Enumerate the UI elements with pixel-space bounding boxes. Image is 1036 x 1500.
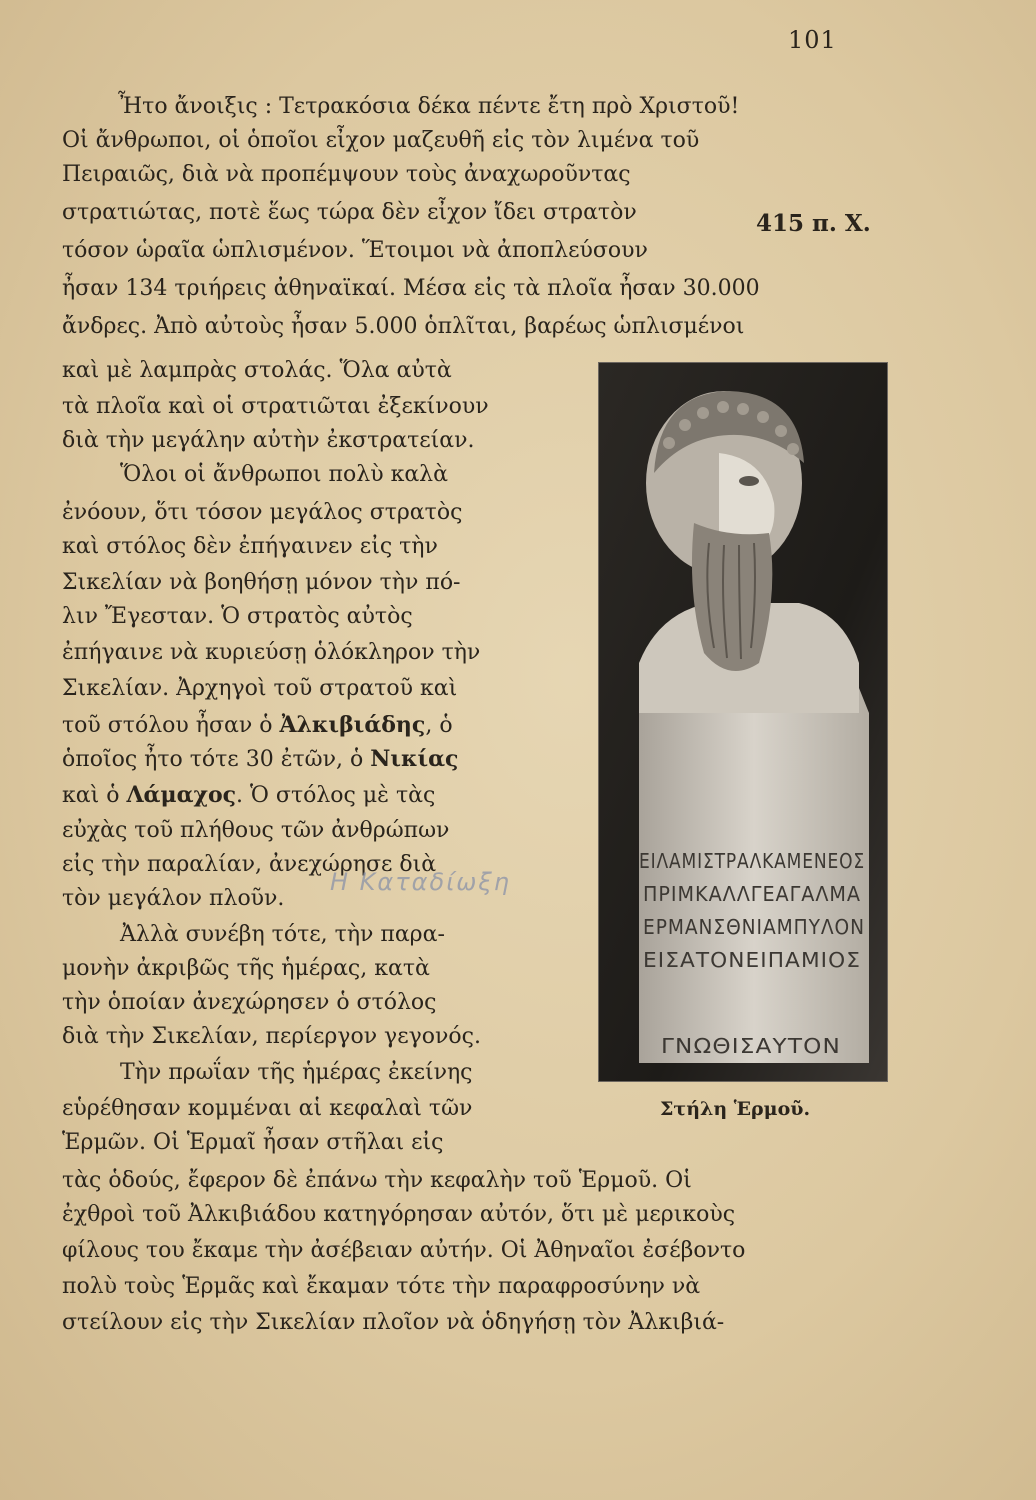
text-line: Ὅλοι οἱ ἄνθρωποι πολὺ καλὰ: [120, 462, 448, 487]
herm-stele-photo: [598, 362, 888, 1082]
text-line: Σικελίαν. Ἀρχηγοὶ τοῦ στρατοῦ καὶ: [62, 676, 458, 701]
text-line: λιν Ἔγεσταν. Ὁ στρατὸς αὐτὸς: [62, 604, 413, 629]
text-line: εἰς τὴν παραλίαν, ἀνεχώρησε διὰ: [62, 852, 437, 877]
text-line: διὰ τὴν Σικελίαν, περίεργον γεγονός.: [62, 1024, 481, 1049]
figure-caption: Στήλη Ἑρμοῦ.: [660, 1098, 811, 1120]
text-line: [62, 710, 453, 741]
text-line: εὑρέθησαν κομμέναι αἱ κεφαλαὶ τῶν: [62, 1096, 473, 1121]
text-segment: τοῦ στόλου ἦσαν ὁ: [62, 713, 280, 738]
text-line: [62, 744, 458, 775]
text-line: καὶ στόλος δὲν ἐπήγαινεν εἰς τὴν: [62, 534, 438, 559]
text-line: πολὺ τοὺς Ἑρμᾶς καὶ ἔκαμαν τότε τὴν παραφροσύνην νὰ: [62, 1274, 701, 1299]
text-line: ἐχθροὶ τοῦ Ἀλκιβιάδου κατηγόρησαν αὐτόν, ὅτι μὲ μερικοὺς: [62, 1202, 736, 1227]
text-line: φίλους του ἔκαμε τὴν ἀσέβειαν αὐτήν. Οἱ Ἀθηναῖοι ἐσέβοντο: [62, 1238, 746, 1263]
text-line: διὰ τὴν μεγάλην αὐτὴν ἐκστρατείαν.: [62, 428, 475, 453]
text-line: τόσον ὡραῖα ὡπλισμένον. Ἕτοιμοι νὰ ἀποπλεύσουν: [62, 238, 648, 263]
text-line: τὸν μεγάλον πλοῦν.: [62, 886, 285, 911]
text-segment: . Ὁ στόλος μὲ τὰς: [236, 783, 436, 808]
herm-eye: [739, 476, 759, 486]
text-segment: , ὁ: [425, 713, 453, 738]
inscription-line: ΕΙΛΑΜΙΣΤΡΑΛΚΑΜΕΝΕΟΣ: [639, 849, 865, 873]
text-line: ἐνόουν, ὅτι τόσον μεγάλος στρατὸς: [62, 500, 463, 525]
name-nikias: Νικίας: [370, 746, 459, 772]
inscription-line: ΕΡΜΑΝΣΘΝΙΑΜΠΥΛΟΝ: [643, 915, 865, 939]
text-line: Ἀλλὰ συνέβη τότε, τὴν παρα-: [120, 922, 445, 947]
text-line: καὶ μὲ λαμπρὰς στολάς. Ὅλα αὐτὰ: [62, 358, 452, 383]
text-line: ἄνδρες. Ἀπὸ αὐτοὺς ἦσαν 5.000 ὁπλῖται, βαρέως ὡπλισμένοι: [62, 314, 745, 339]
text-line: Πειραιῶς, διὰ νὰ προπέμψουν τοὺς ἀναχωροῦντας: [62, 162, 631, 187]
text-line: στείλουν εἰς τὴν Σικελίαν πλοῖον νὰ ὁδηγήσῃ τὸν Ἀλκιβιά-: [62, 1310, 725, 1335]
inscription-line: ΓΝΩΘΙΣΑΥΤΟΝ: [661, 1034, 841, 1058]
text-line: Ἑρμῶν. Οἱ Ἑρμαῖ ἦσαν στῆλαι εἰς: [62, 1130, 444, 1155]
text-line: Τὴν πρωΐαν τῆς ἡμέρας ἐκείνης: [120, 1060, 473, 1085]
name-alkibiades: Ἀλκιβιάδης: [279, 712, 426, 738]
text-line: [62, 780, 435, 811]
text-line: εὐχὰς τοῦ πλήθους τῶν ἀνθρώπων: [62, 818, 450, 843]
text-line: ἐπήγαινε νὰ κυριεύσῃ ὁλόκληρον τὴν: [62, 640, 481, 665]
text-line: τὰ πλοῖα καὶ οἱ στρατιῶται ἐξεκίνουν: [62, 394, 489, 419]
margin-date-note: 415 π. Χ.: [756, 210, 871, 237]
text-segment: ὁποῖος ἦτο τότε 30 ἐτῶν, ὁ: [62, 747, 371, 772]
text-segment: καὶ ὁ: [62, 783, 127, 808]
herm-beard: [692, 523, 772, 671]
name-lamachos: Λάμαχος: [126, 782, 237, 808]
text-line: Οἱ ἄνθρωποι, οἱ ὁποῖοι εἶχον μαζευθῆ εἰς τὸν λιμένα τοῦ: [62, 128, 700, 153]
text-line: Σικελίαν νὰ βοηθήσῃ μόνον τὴν πό-: [62, 570, 461, 595]
text-line: τὰς ὁδούς, ἔφερον δὲ ἐπάνω τὴν κεφαλὴν τοῦ Ἑρμοῦ. Οἱ: [62, 1168, 692, 1193]
herm-stele-illustration: [599, 363, 887, 1081]
page-number: 101: [788, 26, 837, 54]
pencil-annotation: Η Καταδίωξη: [330, 868, 511, 896]
inscription-line: ΕΙΣΑΤΟΝΕΙΠΑΜΙΟΣ: [643, 948, 861, 972]
inscription-line: ΠΡΙΜΚΑΛΛΓΕΑΓΑΛΜΑ: [643, 882, 861, 906]
text-line: Ἦτο ἄνοιξις : Τετρακόσια δέκα πέντε ἔτη πρὸ Χριστοῦ!: [118, 94, 740, 119]
text-line: τὴν ὁποίαν ἀνεχώρησεν ὁ στόλος: [62, 990, 437, 1015]
text-line: μονὴν ἀκριβῶς τῆς ἡμέρας, κατὰ: [62, 956, 430, 981]
text-line: ἦσαν 134 τριήρεις ἀθηναϊκαί. Μέσα εἰς τὰ πλοῖα ἦσαν 30.000: [62, 276, 760, 301]
text-line: στρατιώτας, ποτὲ ἕως τώρα δὲν εἶχον ἴδει στρατὸν: [62, 200, 637, 225]
